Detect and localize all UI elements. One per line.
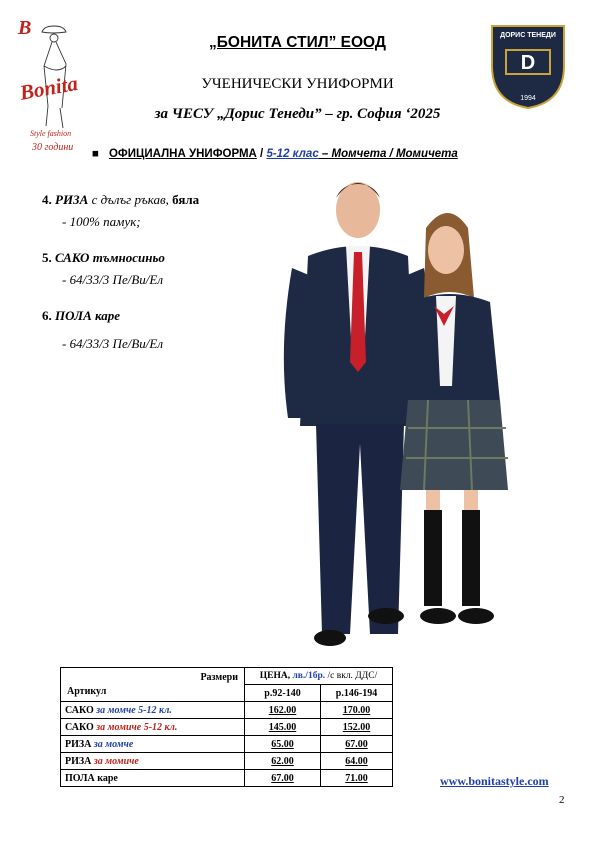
table-row: РИЗА за момиче 62.00 64.00 xyxy=(61,753,393,770)
school-logo-letter: D xyxy=(520,52,536,74)
price-cell: 62.00 xyxy=(245,753,321,770)
item-name: САКО тъмносиньо xyxy=(55,250,165,265)
document-subtitle: УЧЕНИЧЕСКИ УНИФОРМИ xyxy=(201,76,394,92)
item-number: 5. xyxy=(42,250,52,265)
item-number: 6. xyxy=(42,308,52,323)
item-detail: - 64/33/3 Пе/Ви/Ел xyxy=(62,336,163,351)
website-link[interactable]: www.bonitastyle.com xyxy=(440,774,549,788)
logo-initial: B xyxy=(18,17,32,39)
price-cell: 67.00 xyxy=(245,770,321,787)
school-logo-name: ДОРИС ТЕНЕДИ xyxy=(500,32,556,39)
item-description: с дълъг ръкав, xyxy=(88,192,169,207)
size-col-2: р.146-194 xyxy=(321,685,393,702)
item-detail: - 100% памук; xyxy=(62,214,141,229)
section-audience: – Момчета / Момичета xyxy=(318,148,458,160)
logo-years: 30 години xyxy=(32,142,74,152)
page-number: 2 xyxy=(559,794,565,806)
section-separator: / xyxy=(256,148,267,160)
price-cell: 152.00 xyxy=(321,719,393,736)
list-item xyxy=(42,250,282,288)
item-name: ПОЛА каре xyxy=(55,308,121,323)
price-table xyxy=(60,667,393,787)
item-detail: - 64/33/3 Пе/Ви/Ел xyxy=(62,272,163,287)
price-cell: 162.00 xyxy=(245,702,321,719)
school-logo-year: 1994 xyxy=(520,95,536,102)
table-row: ПОЛА каре 67.00 71.00 xyxy=(61,770,393,787)
section-heading xyxy=(92,148,458,160)
item-number: 4. xyxy=(42,192,52,207)
logo-tagline: Style fashion xyxy=(30,129,72,138)
price-cell: 145.00 xyxy=(245,719,321,736)
price-cell: 170.00 xyxy=(321,702,393,719)
price-cell: 67.00 xyxy=(321,736,393,753)
bullet-icon: ■ xyxy=(92,148,99,160)
list-item xyxy=(42,192,282,230)
item-name: РИЗА xyxy=(55,192,89,207)
school-line: за ЧЕСУ „Дорис Тенеди” – гр. София ‘2025 xyxy=(154,106,441,122)
price-cell: 64.00 xyxy=(321,753,393,770)
table-row: САКО за момиче 5-12 кл. 145.00 152.00 xyxy=(61,719,393,736)
item-color: бяла xyxy=(168,192,200,207)
price-header: ЦЕНА, лв./1бр. /с вкл. ДДС/ xyxy=(245,668,393,685)
sizes-label: Размери xyxy=(200,672,238,683)
uniform-photo xyxy=(268,168,518,658)
table-corner-header xyxy=(61,668,245,702)
article-label: Артикул xyxy=(67,686,107,697)
section-title: ОФИЦИАЛНА УНИФОРМА xyxy=(108,148,257,160)
table-row: САКО за момче 5-12 кл. 162.00 170.00 xyxy=(61,702,393,719)
company-name: „БОНИТА СТИЛ” ЕООД xyxy=(209,34,386,51)
logo-brand: Bonita xyxy=(17,70,80,105)
section-grade: 5-12 клас xyxy=(266,148,319,160)
size-col-1: р.92-140 xyxy=(245,685,321,702)
price-cell: 71.00 xyxy=(321,770,393,787)
list-item xyxy=(42,308,282,352)
item-list xyxy=(42,192,282,352)
table-row: РИЗА за момче 65.00 67.00 xyxy=(61,736,393,753)
price-cell: 65.00 xyxy=(245,736,321,753)
